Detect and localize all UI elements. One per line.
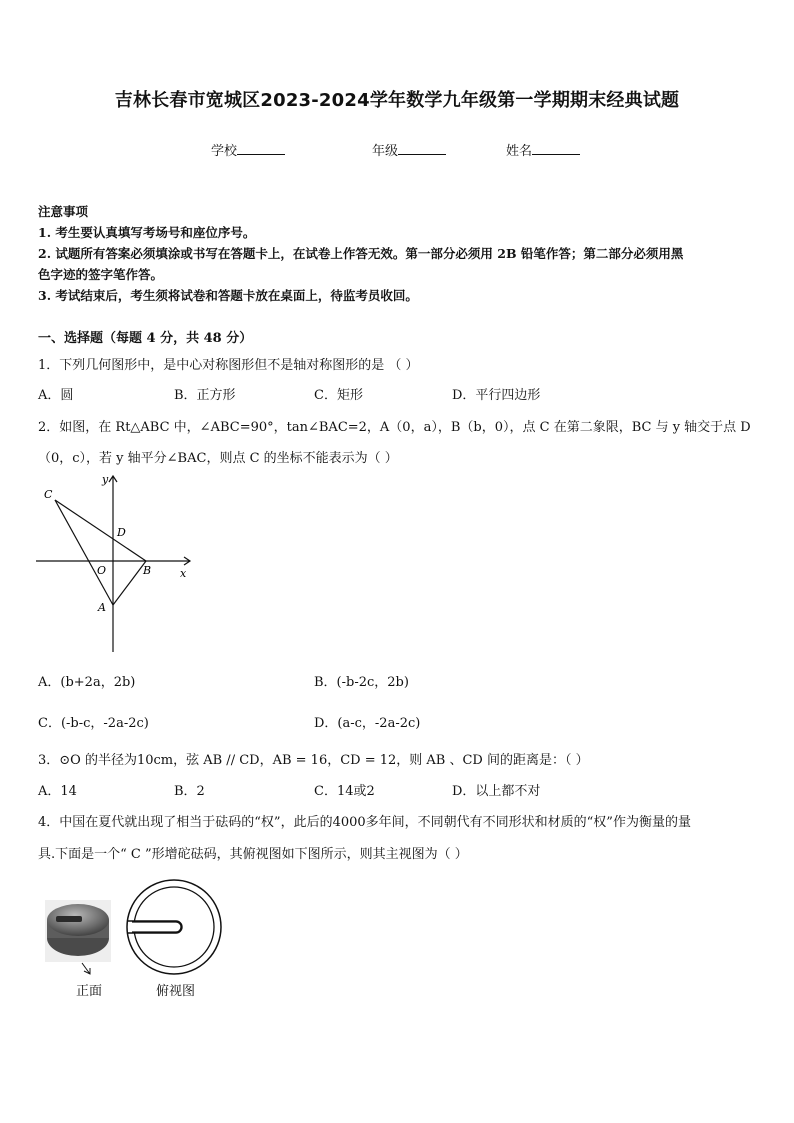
q3-option-b[interactable]: B．2 xyxy=(174,784,205,799)
notice-heading: 注意事项 xyxy=(38,204,89,219)
notice-item: 色字迹的签字笔作答。 xyxy=(38,267,164,282)
section-heading: 一、选择题（每题 4 分，共 48 分） xyxy=(38,331,253,346)
x-axis-label: x xyxy=(180,567,187,580)
point-c-label: C xyxy=(44,488,53,501)
point-d-label: D xyxy=(117,526,126,539)
weight-figure xyxy=(40,878,240,978)
q2-option-d[interactable]: D．(a-c，-2a-2c) xyxy=(314,716,421,731)
question-4-stem-cont: 具.下面是一个“ C ”形增砣砝码，其俯视图如下图所示，则其主视图为（ ） xyxy=(38,847,468,862)
point-a-label: A xyxy=(98,601,106,614)
question-2-stem: 2．如图，在 Rt△ABC 中，∠ABC=90°，tan∠BAC=2，A（0，a），B（b，0），点 C 在第二象限，BC 与 y 轴交于点 D xyxy=(38,420,751,435)
q2-option-a[interactable]: A．(b+2a，2b) xyxy=(38,675,136,690)
question-1-stem: 1．下列几何图形中，是中心对称图形但不是轴对称图形的是 （ ） xyxy=(38,358,419,373)
school-field[interactable] xyxy=(211,140,285,159)
point-b-label: B xyxy=(143,564,152,577)
notice-item: 3. 考试结束后，考生须将试卷和答题卡放在桌面上，待监考员收回。 xyxy=(38,288,418,303)
q3-option-c[interactable]: C．14或2 xyxy=(314,784,375,799)
segment-ab xyxy=(113,561,146,605)
triangle-coordinate-figure xyxy=(34,470,199,655)
notice-item: 1. 考生要认真填写考场号和座位序号。 xyxy=(38,225,256,240)
name-field[interactable] xyxy=(506,140,580,159)
segment-ca xyxy=(55,500,113,605)
question-3-stem: 3．⊙O 的半径为10cm，弦 AB // CD，AB = 16，CD = 12，则 AB 、CD 间的距离是：（ ） xyxy=(38,753,589,768)
name-label: 姓名 xyxy=(506,144,533,159)
grade-label: 年级 xyxy=(372,144,399,159)
page-title: 吉林长春市宽城区2023-2024学年数学九年级第一学期期末经典试题 xyxy=(114,90,680,111)
origin-label: O xyxy=(97,564,107,577)
question-4-stem: 4．中国在夏代就出现了相当于砝码的“权”，此后的4000多年间，不同朝代有不同形状和材质的“权”作为衡量的量 xyxy=(38,815,691,830)
q3-option-d[interactable]: D．以上都不对 xyxy=(452,784,541,799)
notice-item: 2. 试题所有答案必须填涂或书写在答题卡上，在试卷上作答无效。第一部分必须用 2B 铅笔作答；第二部分必须用黑 xyxy=(38,246,684,261)
y-axis-label: y xyxy=(102,473,109,486)
q3-option-a[interactable]: A．14 xyxy=(38,784,77,799)
front-caption: 正面 xyxy=(76,984,103,999)
q2-option-c[interactable]: C．(-b-c，-2a-2c) xyxy=(38,716,149,731)
q1-option-b[interactable]: B．正方形 xyxy=(174,388,236,403)
top-view-drawing xyxy=(127,880,221,974)
weight-photo xyxy=(45,900,111,962)
q1-option-c[interactable]: C．矩形 xyxy=(314,388,363,403)
top-view-caption: 俯视图 xyxy=(156,984,196,999)
school-label: 学校 xyxy=(211,144,238,159)
question-2-stem-cont: （0，c），若 y 轴平分∠BAC，则点 C 的坐标不能表示为（ ） xyxy=(38,451,398,466)
q1-option-d[interactable]: D．平行四边形 xyxy=(452,388,541,403)
q2-option-b[interactable]: B．(-b-2c，2b) xyxy=(314,675,409,690)
grade-field[interactable] xyxy=(372,140,446,159)
q1-option-a[interactable]: A．圆 xyxy=(38,388,74,403)
segment-cb xyxy=(55,500,146,561)
